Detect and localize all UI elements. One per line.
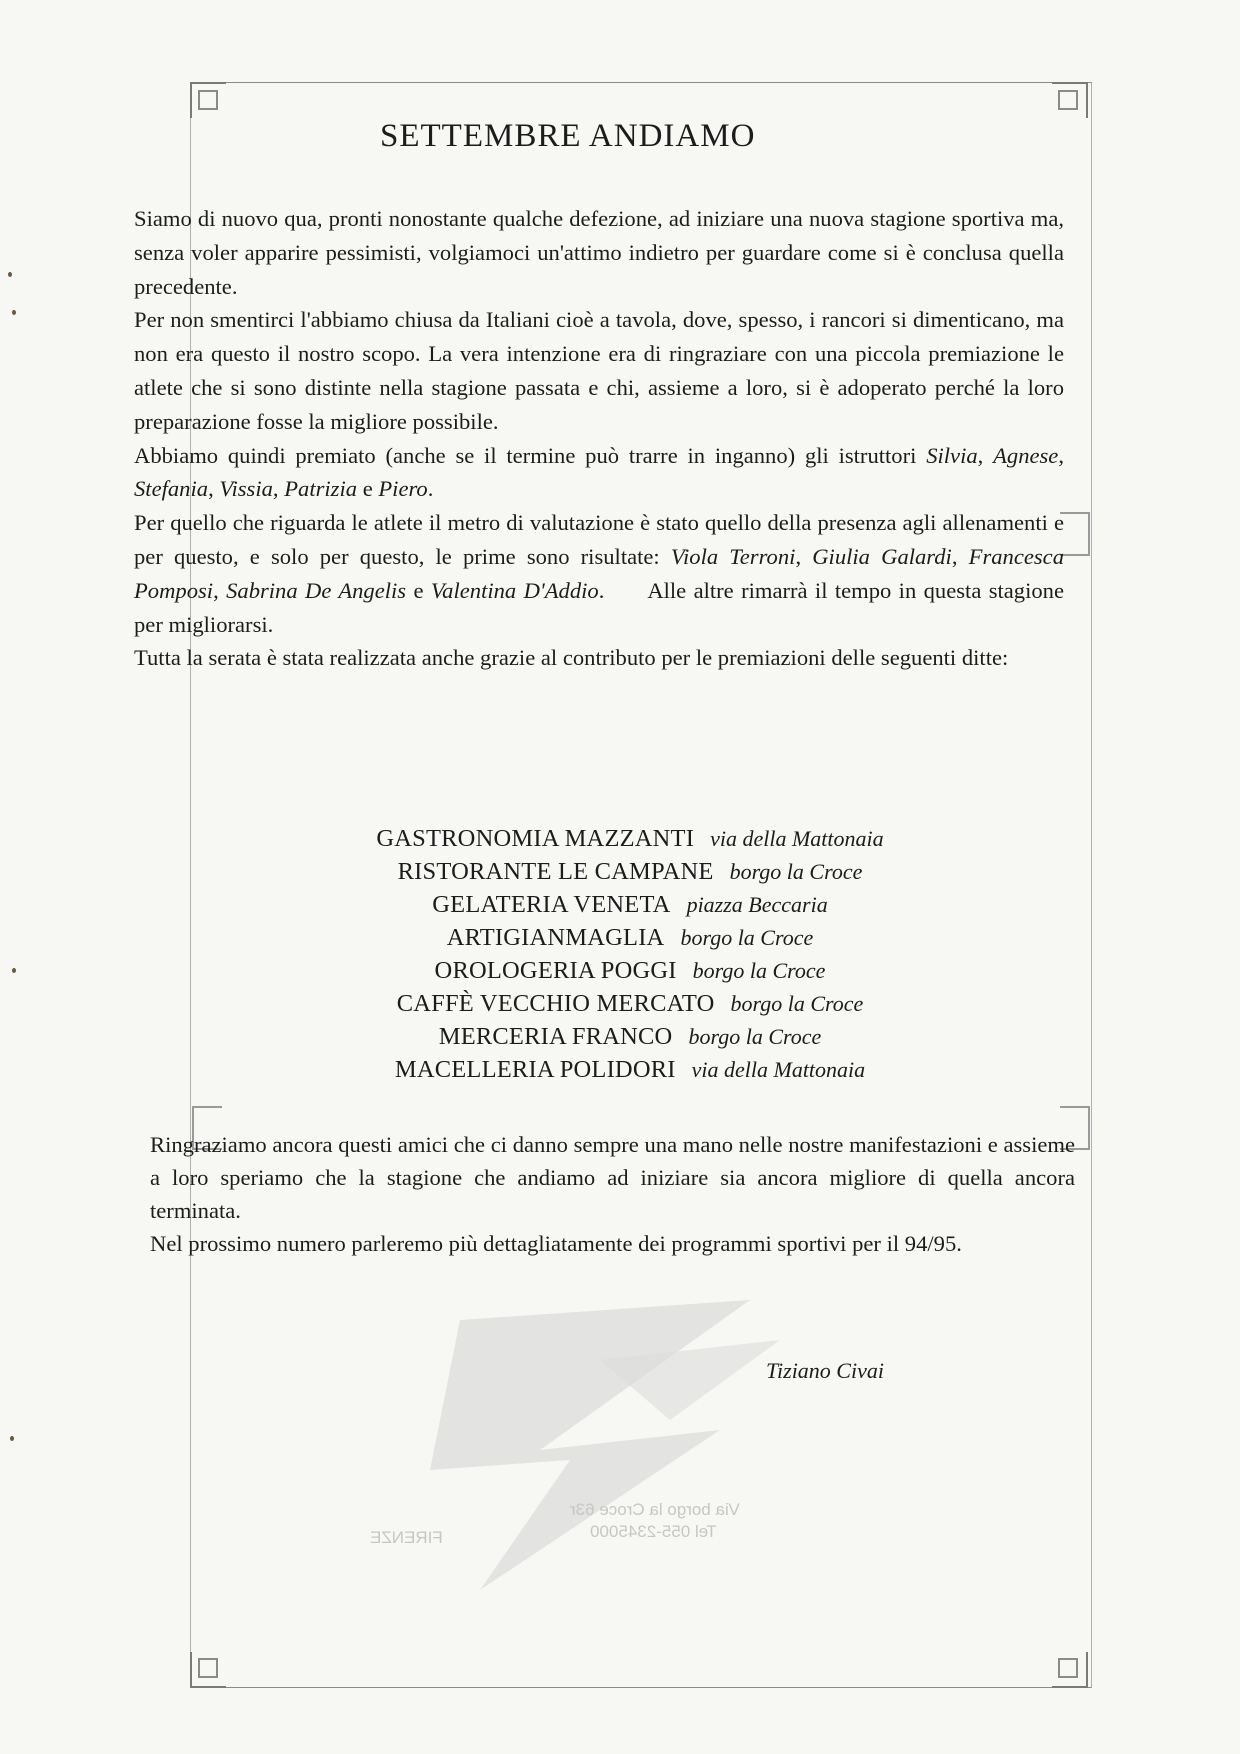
sponsor-name: GELATERIA VENETA xyxy=(432,891,671,918)
athlete-name: Valentina D'Addio xyxy=(430,577,599,603)
scan-speck xyxy=(10,1436,14,1441)
instructor-name: Agnese xyxy=(993,442,1059,468)
sponsor-item xyxy=(290,987,970,1020)
watermark-address: Via borgo la Croce 63r xyxy=(570,1500,740,1519)
sponsor-name: GASTRONOMIA MAZZANTI xyxy=(376,825,695,852)
athlete-name: Giulia Galardi xyxy=(812,543,952,569)
article-title: SETTEMBRE ANDIAMO xyxy=(380,118,756,154)
instructor-name: Silvia xyxy=(926,442,978,468)
sponsor-name: RISTORANTE LE CAMPANE xyxy=(397,858,714,885)
athlete-name: Francesca Pomposi xyxy=(134,543,1065,603)
sponsor-address: piazza Beccaria xyxy=(686,892,828,917)
instructor-name: Patrizia xyxy=(284,476,358,502)
athlete-name: Sabrina De Angelis xyxy=(226,577,407,603)
sponsor-name: MACELLERIA POLIDORI xyxy=(394,1056,676,1083)
sponsor-address: borgo la Croce xyxy=(688,1024,822,1049)
sponsor-name: CAFFÈ VECCHIO MERCATO xyxy=(396,990,715,1017)
sponsor-address: borgo la Croce xyxy=(680,925,814,950)
instructor-name: Stefania xyxy=(134,476,209,502)
sponsor-address: via della Mattonaia xyxy=(691,1057,866,1082)
instructor-name: Piero xyxy=(378,476,428,502)
closing-next-issue: Nel prossimo numero parleremo più dettagliatamente dei programmi sportivi per il 94/95. xyxy=(150,1231,962,1256)
closing-thanks: Ringraziamo ancora questi amici che ci danno sempre una mano nelle nostre manifestazioni e assieme a loro speriamo che la stagione che andiamo ad iniziare sia ancora migliore di quella ancora terminata. xyxy=(150,1132,1075,1223)
watermark-phone: Tel 055-2345000 xyxy=(590,1522,717,1541)
corner-ornament-bottom-left xyxy=(190,1652,226,1688)
scan-speck xyxy=(8,272,12,277)
sponsor-address: borgo la Croce xyxy=(692,958,826,983)
paragraph-intro: Siamo di nuovo qua, pronti nonostante qualche defezione, ad iniziare una nuova stagione sportiva ma, senza voler apparire pessimisti, volgiamoci un'attimo indietro per guardare come si è conclusa quella precedente. xyxy=(134,206,1064,299)
sponsor-item xyxy=(290,954,970,987)
sponsor-address: borgo la Croce xyxy=(730,991,864,1016)
sponsor-name: ARTIGIANMAGLIA xyxy=(446,924,665,951)
paragraph-athletes: Per quello che riguarda le atlete il metro di valutazione è stato quello della presenza agli allenamenti e per questo, e solo per questo, le prime sono risultate: Viola Terroni, Giulia Galardi, Francesca Pomposi, Sabrina De Angelis e Valentina D'Addio. Alle altre rimarrà il tempo in questa stagione per migliorarsi. xyxy=(134,510,1065,637)
corner-ornament-top-right xyxy=(1052,82,1088,118)
sponsor-item xyxy=(290,1020,970,1053)
sponsor-list xyxy=(290,822,970,1086)
sponsor-address: borgo la Croce xyxy=(729,859,863,884)
sponsor-name: MERCERIA FRANCO xyxy=(438,1023,673,1050)
author-signature: Tiziano Civai xyxy=(766,1358,884,1383)
paragraph-sponsors-intro: Tutta la serata è stata realizzata anche grazie al contributo per le premiazioni delle seguenti ditte: xyxy=(134,645,1009,671)
instructor-name: Vissia xyxy=(219,476,273,502)
athlete-name: Viola Terroni xyxy=(670,543,796,569)
scan-speck xyxy=(12,968,16,973)
article-body xyxy=(134,202,1064,675)
corner-ornament-top-left xyxy=(190,82,226,118)
closing-section xyxy=(150,1128,1075,1260)
paragraph-dinner: Per non smentirci l'abbiamo chiusa da Italiani cioè a tavola, dove, spesso, i rancori si dimenticano, ma non era questo il nostro scopo. La vera intenzione era di ringraziare con una piccola premiazione le atlete che si sono distinte nella stagione passata e chi, assieme a loro, si è adoperato perché la loro preparazione fosse la migliore possibile. xyxy=(134,307,1064,434)
corner-ornament-bottom-right xyxy=(1052,1652,1088,1688)
sponsor-item xyxy=(290,822,970,855)
sponsor-address: via della Mattonaia xyxy=(710,826,884,851)
sponsor-item xyxy=(290,1053,970,1086)
scan-speck xyxy=(12,310,16,315)
sponsor-item xyxy=(290,855,970,888)
sponsor-item xyxy=(290,921,970,954)
border-ornament-right-upper xyxy=(1060,512,1090,556)
sponsor-name: OROLOGERIA POGGI xyxy=(434,957,677,984)
sponsor-item xyxy=(290,888,970,921)
watermark-logo xyxy=(370,1300,840,1600)
watermark-city: FIRENZE xyxy=(370,1528,443,1547)
paragraph-instructors: Abbiamo quindi premiato (anche se il termine può trarre in inganno) gli istruttori Silvia, Agnese, Stefania, Vissia, Patrizia e Piero. xyxy=(134,442,1064,502)
lightning-logo-icon xyxy=(420,1300,840,1600)
